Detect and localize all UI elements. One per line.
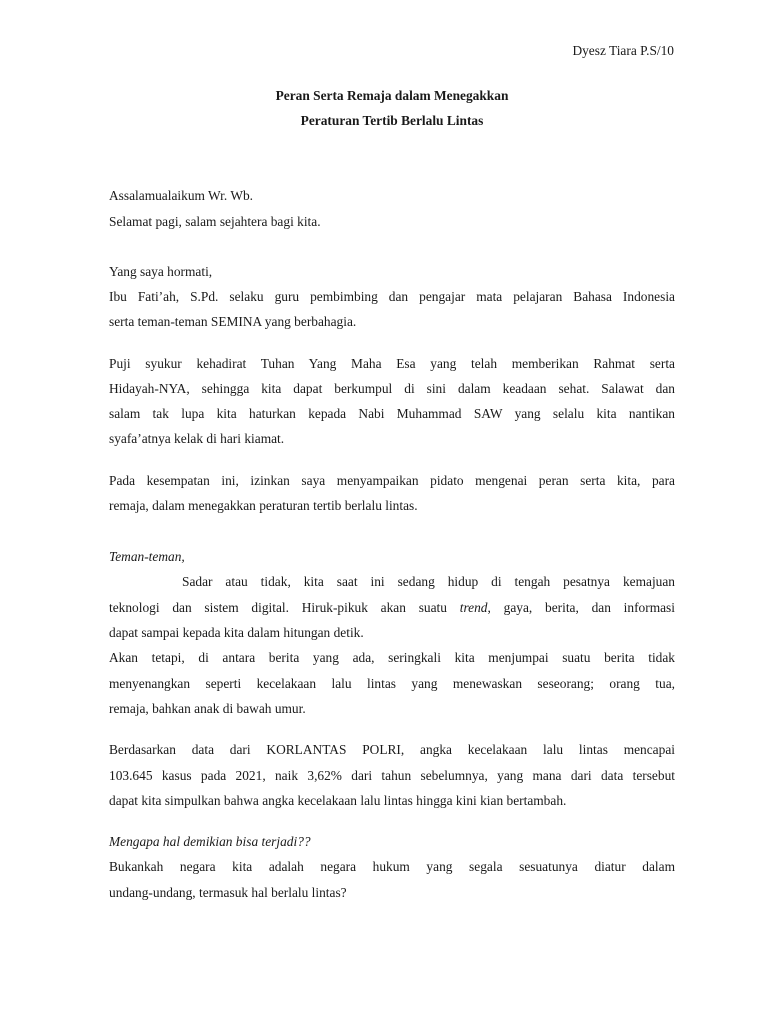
paragraph-2-line-4: syafa’atnya kelak di hari kiamat. — [109, 431, 285, 446]
paragraph-5-line-2: menyenangkan seperti kecelakaan lalu lintas yang menewaskan seseorang; orang tua, — [109, 676, 675, 691]
paragraph-6-line-2: 103.645 kasus pada 2021, naik 3,62% dari tahun sebelumnya, yang mana dari data tersebut — [109, 768, 675, 783]
heading-teman-teman: Teman-teman, — [109, 549, 185, 564]
greeting-line-2: Selamat pagi, salam sejahtera bagi kita. — [109, 214, 321, 229]
paragraph-4-line-2-end: , gaya, berita, dan informasi — [487, 600, 675, 615]
paragraph-5-line-1: Akan tetapi, di antara berita yang ada, seringkali kita menjumpai suatu berita tidak — [109, 650, 675, 665]
paragraph-6-line-3: dapat kita simpulkan bahwa angka kecelakaan lalu lintas hingga kini kian bertambah. — [109, 793, 567, 808]
paragraph-4-line-3: dapat sampai kepada kita dalam hitungan detik. — [109, 625, 364, 640]
trend-word: trend — [459, 600, 488, 615]
paragraph-4-line-1: Sadar atau tidak, kita saat ini sedang hidup di tengah pesatnya kemajuan — [182, 574, 675, 589]
paragraph-6-line-1: Berdasarkan data dari KORLANTAS POLRI, angka kecelakaan lalu lintas mencapai — [109, 742, 675, 757]
title-line-2: Peraturan Tertib Berlalu Lintas — [300, 113, 484, 128]
paragraph-1-line-1: Ibu Fati’ah, S.Pd. selaku guru pembimbing dan pengajar mata pelajaran Bahasa Indonesia — [109, 289, 675, 304]
paragraph-3-line-2: remaja, dalam menegakkan peraturan tertib berlalu lintas. — [109, 498, 418, 513]
paragraph-2-line-3: salam tak lupa kita haturkan kepada Nabi Muhammad SAW yang selalu kita nantikan — [109, 406, 675, 421]
paragraph-2-line-1: Puji syukur kehadirat Tuhan Yang Maha Esa yang telah memberikan Rahmat serta — [109, 356, 675, 371]
respect-line: Yang saya hormati, — [109, 264, 213, 279]
paragraph-5-line-3: remaja, bahkan anak di bawah umur. — [109, 701, 306, 716]
paragraph-4-line-2 — [109, 600, 675, 616]
title-line-1: Peran Serta Remaja dalam Menegakkan — [275, 88, 509, 103]
paragraph-7-line-2: undang-undang, termasuk hal berlalu lintas? — [109, 885, 347, 900]
greeting-line-1: Assalamualaikum Wr. Wb. — [109, 188, 254, 203]
paragraph-7-line-1: Bukankah negara kita adalah negara hukum yang segala sesuatunya diatur dalam — [109, 859, 675, 874]
heading-question: Mengapa hal demikian bisa terjadi?? — [109, 834, 311, 849]
paragraph-1-line-2: serta teman-teman SEMINA yang berbahagia. — [109, 314, 357, 329]
paragraph-2-line-2: Hidayah-NYA, sehingga kita dapat berkumpul di sini dalam keadaan sehat. Salawat dan — [109, 381, 675, 396]
author-line: Dyesz Tiara P.S/10 — [572, 43, 674, 58]
paragraph-3-line-1: Pada kesempatan ini, izinkan saya menyampaikan pidato mengenai peran serta kita, para — [109, 473, 675, 488]
paragraph-4-line-2-start: teknologi dan sistem digital. Hiruk-pikuk akan suatu — [109, 600, 460, 615]
